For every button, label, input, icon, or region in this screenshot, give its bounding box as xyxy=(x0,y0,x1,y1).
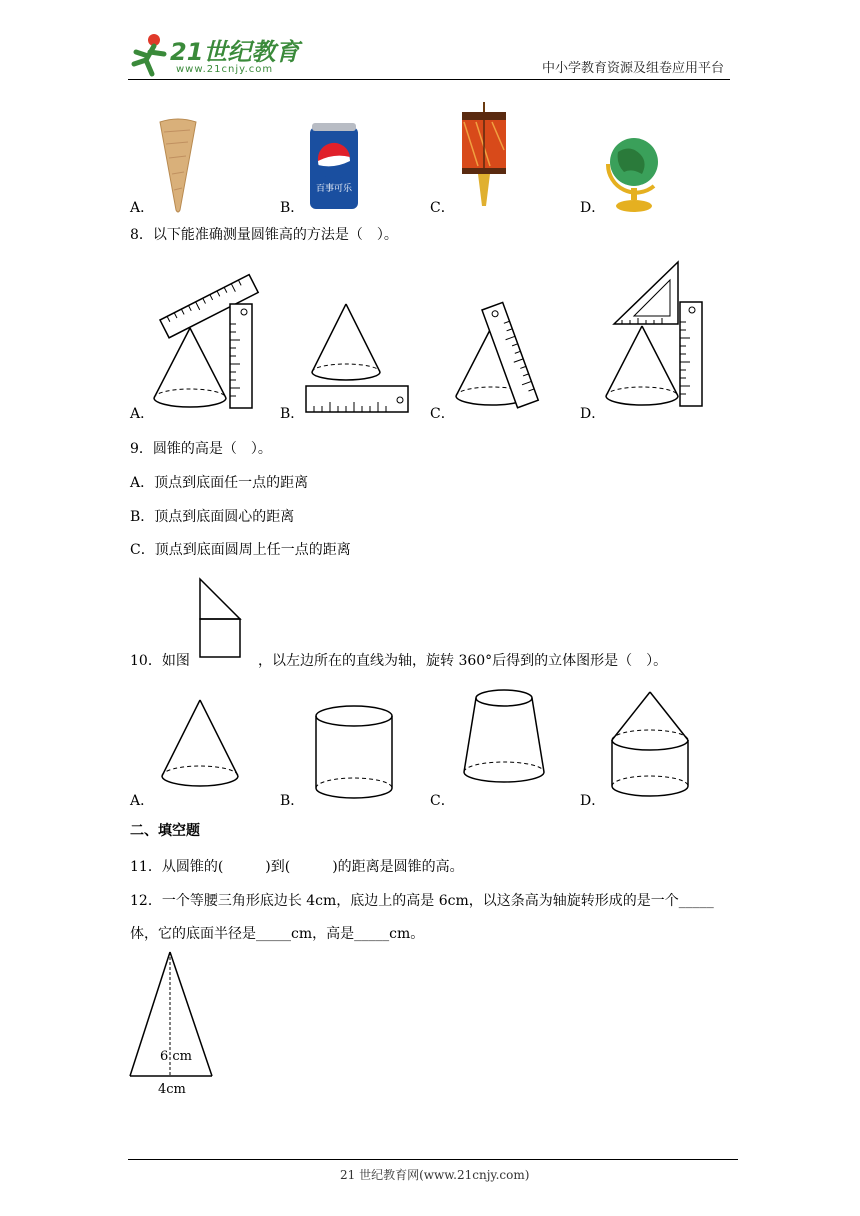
q8-option-d-label: D． xyxy=(580,406,606,422)
q9-stem: 9．圆锥的高是（ ）。 xyxy=(130,441,272,457)
q10-figure-a xyxy=(158,696,248,806)
q10-figure-d xyxy=(606,688,696,804)
q8-figure-a xyxy=(150,262,280,412)
q7-option-b-label: B． xyxy=(280,200,305,216)
q7-option-a-label: A． xyxy=(130,200,155,216)
q10-option-c-label: C． xyxy=(430,793,455,809)
logo-text: 21世纪教育 xyxy=(170,38,300,66)
paper-lantern-image xyxy=(456,102,512,212)
q8-option-b-label: B． xyxy=(280,406,305,422)
pepsi-can-image xyxy=(308,123,360,211)
q8-option-c-label: C． xyxy=(430,406,455,422)
q10-figure-c xyxy=(458,686,554,796)
q7-option-c-label: C． xyxy=(430,200,455,216)
can-text: 百事可乐 xyxy=(316,184,353,194)
q8-figure-b xyxy=(304,298,414,418)
q8-figure-d xyxy=(602,260,712,410)
globe-image xyxy=(602,132,666,214)
section-title: 二、填空题 xyxy=(130,823,200,839)
q10-stem-suffix: ，以左边所在的直线为轴，旋转 360°后得到的立体图形是（ ）。 xyxy=(258,653,668,669)
q12-line2: 体，它的底面半径是_____cm，高是_____cm。 xyxy=(130,926,425,942)
q10-option-a-label: A． xyxy=(130,793,155,809)
header xyxy=(0,0,860,90)
header-rule xyxy=(128,79,730,80)
ice-cream-cone-image xyxy=(158,118,198,213)
q12-base-label: 4cm xyxy=(158,1082,186,1097)
q10-inline-figure xyxy=(198,577,244,659)
footer-rule xyxy=(128,1159,738,1160)
q7-option-d-label: D． xyxy=(580,200,606,216)
logo-url: www.21cnjy.com xyxy=(176,64,274,75)
q11-stem: 11．从圆锥的( )到( )的距离是圆锥的高。 xyxy=(130,859,464,875)
q9-option-a: A．顶点到底面任一点的距离 xyxy=(130,475,309,491)
q12-line1: 12．一个等腰三角形底边长 4cm，底边上的高是 6cm，以这条高为轴旋转形成的是一个_____ xyxy=(130,893,714,909)
platform-name: 中小学教育资源及组卷应用平台 xyxy=(542,61,725,76)
q9-option-b: B．顶点到底面圆心的距离 xyxy=(130,509,295,525)
q10-stem-prefix: 10．如图 xyxy=(130,653,190,669)
logo-runner-icon xyxy=(124,30,174,80)
q12-triangle-figure xyxy=(128,950,228,1100)
q8-option-a-label: A． xyxy=(130,406,155,422)
q8-figure-c xyxy=(452,296,562,416)
q9-option-c: C．顶点到底面圆周上任一点的距离 xyxy=(130,542,351,558)
q10-option-b-label: B． xyxy=(280,793,305,809)
q12-height-label: 6 cm xyxy=(160,1049,193,1064)
q10-option-d-label: D． xyxy=(580,793,606,809)
q8-stem: 8．以下能准确测量圆锥高的方法是（ ）。 xyxy=(130,227,398,243)
footer-text: 21 世纪教育网(www.21cnjy.com) xyxy=(340,1168,530,1182)
q10-figure-b xyxy=(312,702,402,812)
